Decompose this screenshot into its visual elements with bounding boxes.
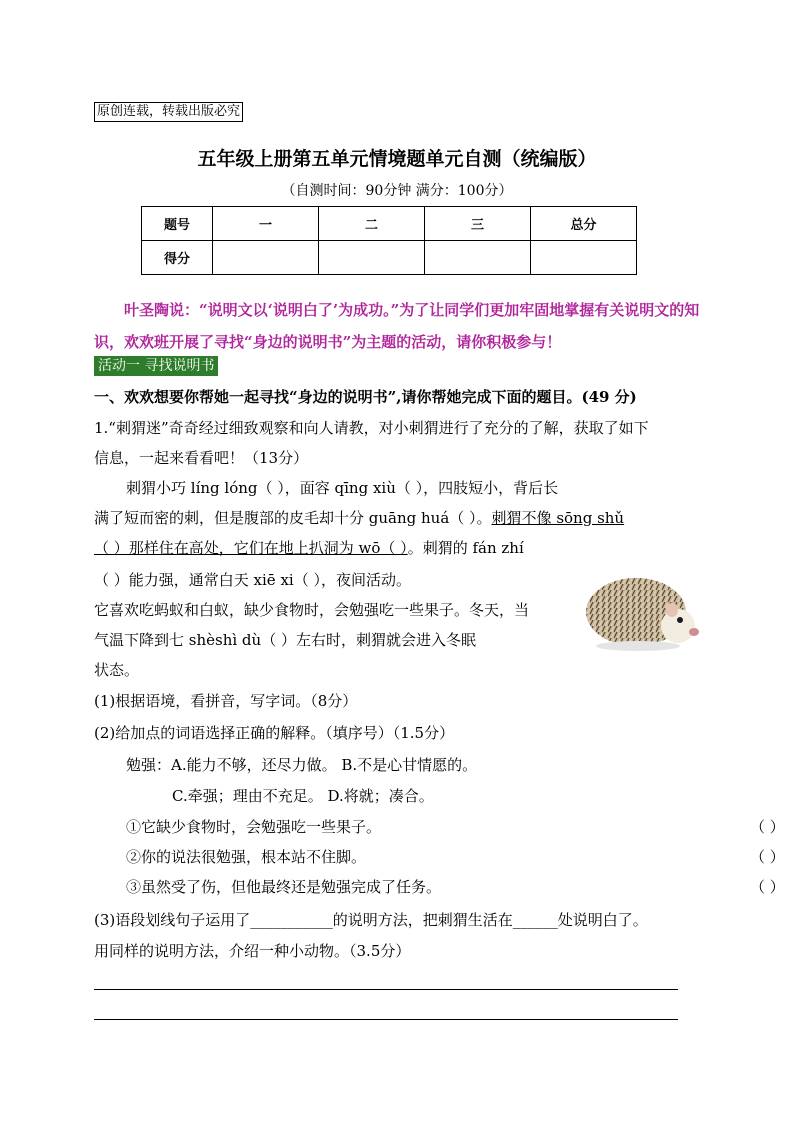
question-text: 信息，一起来看看吧！（13分） (94, 449, 309, 467)
passage-line: 它喜欢吃蚂蚁和白蚁，缺少食物时，会勉强吃一些果子。冬天，当 (94, 601, 530, 619)
copyright-stamp: 原创连载，转载出版必究 (94, 102, 243, 122)
passage-line: 状态。 (94, 661, 140, 679)
passage-line: （ ）能力强，通常白天 xiē xi（ ），夜间活动。 (94, 571, 411, 589)
answer-line[interactable] (94, 1019, 678, 1020)
choice-item (126, 872, 785, 902)
choice-text: ③虽然受了伤，但他最终还是勉强完成了任务。 (126, 878, 442, 896)
underlined-sentence: 刺猬不像 sōng shǔ (491, 509, 625, 527)
page-title: 五年级上册第五单元情境题单元自测（统编版） (197, 148, 597, 170)
table-row (142, 207, 637, 241)
answer-slot[interactable]: （ ） (750, 878, 785, 896)
definition-line: C.牵强；理由不充足。 D.将就；凑合。 (172, 787, 434, 805)
definition-line: 勉强：A.能力不够，还尽力做。 B.不是心甘情愿的。 (126, 756, 478, 774)
answer-slot[interactable]: （ ） (750, 848, 785, 866)
choice-item (126, 812, 785, 842)
score-cell[interactable] (425, 241, 531, 275)
sub-question-3: (3)语段划线句子运用了___________的说明方法，把刺猬生活在______处说明白了。 (94, 911, 648, 929)
score-cell[interactable] (213, 241, 319, 275)
passage-text: 。刺猬的 fán zhí (407, 539, 524, 557)
choice-text: ②你的说法很勉强，根本站不住脚。 (126, 848, 367, 866)
row-label: 得分 (142, 241, 213, 275)
score-table (141, 206, 637, 275)
answer-line[interactable] (94, 989, 678, 990)
answer-slot[interactable]: （ ） (750, 818, 785, 836)
question-text: 1.“刺猬迷”奇奇经过细致观察和向人请教，对小刺猬进行了充分的了解，获取了如下 (94, 419, 649, 437)
score-cell[interactable] (531, 241, 637, 275)
intro-paragraph: 叶圣陶说：“说明文以‘说明白了’为成功。”为了让同学们更加牢固地掌握有关说明文的知识，欢欢班开展了寻找“身边的说明书”为主题的活动，请你积极参与！ (94, 301, 700, 351)
table-header: 一 (213, 207, 319, 241)
hedgehog-image (578, 566, 702, 654)
table-header: 总分 (531, 207, 637, 241)
exam-info: （自测时间：90分钟 满分：100分） (281, 183, 513, 199)
underlined-sentence: （ ）那样住在高处，它们在地上扒洞为 wō（ ） (94, 539, 408, 557)
sub-question-2: (2)给加点的词语选择正确的解释。（填序号）（1.5分） (94, 724, 455, 742)
passage-line: 气温下降到七 shèshì dù（ ）左右时，刺猬就会进入冬眠 (94, 631, 476, 649)
passage-text: 满了短而密的刺，但是腹部的皮毛却十分 guāng huá（ ）。 (94, 509, 492, 527)
table-row (142, 241, 637, 275)
sub-question-3: 用同样的说明方法，介绍一种小动物。（3.5分） (94, 942, 411, 960)
table-header: 三 (425, 207, 531, 241)
sub-question-1: (1)根据语境，看拼音，写字词。（8分） (94, 692, 358, 710)
choice-item (126, 842, 785, 872)
passage-line (94, 533, 706, 563)
table-header: 二 (319, 207, 425, 241)
passage-line: 刺猬小巧 líng lóng（ ），面容 qīng xiù（ ），四肢短小，背后长 (126, 479, 559, 497)
score-cell[interactable] (319, 241, 425, 275)
section-heading: 一、欢欢想要你帮她一起寻找“身边的说明书”,请你帮她完成下面的题目。(49 分) (94, 388, 637, 406)
choice-text: ①它缺少食物时，会勉强吃一些果子。 (126, 818, 382, 836)
table-header: 题号 (142, 207, 213, 241)
activity-tag: 活动一 寻找说明书 (94, 356, 218, 376)
passage-line (94, 503, 706, 533)
